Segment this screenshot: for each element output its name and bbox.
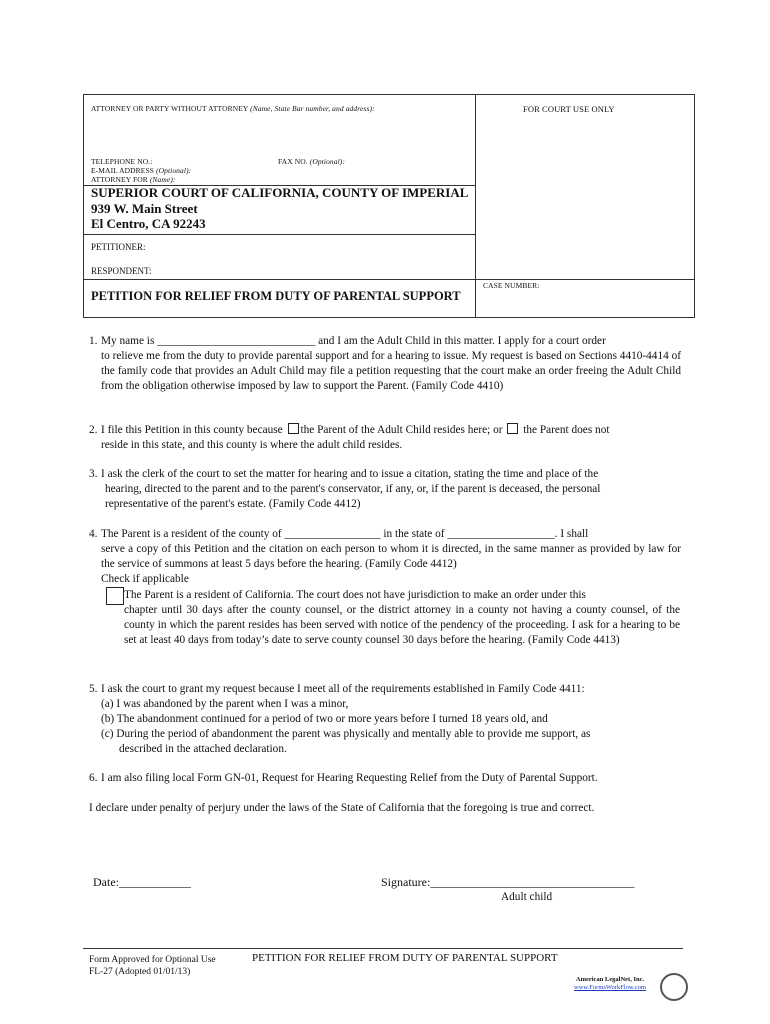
item-5-number: 5. bbox=[89, 683, 98, 695]
attorney-for-label: ATTORNEY FOR (Name): bbox=[91, 175, 176, 184]
vendor-logo: American LegalNet, Inc. www.FormsWorkFlow.com bbox=[560, 972, 688, 1002]
case-number-label: CASE NUMBER: bbox=[483, 281, 540, 290]
footer-form-number: FL-27 (Adopted 01/01/13) bbox=[89, 967, 191, 977]
fax-label: FAX NO. (Optional): bbox=[278, 157, 345, 166]
footer-rule bbox=[83, 948, 683, 949]
respondent-label: RESPONDENT: bbox=[91, 266, 152, 276]
caption-rule bbox=[83, 279, 694, 280]
court-use-label: FOR COURT USE ONLY bbox=[523, 104, 615, 114]
caption-divider bbox=[475, 94, 476, 317]
attorney-label: ATTORNEY OR PARTY WITHOUT ATTORNEY (Name, State Bar number, and address): bbox=[91, 104, 375, 113]
petitioner-label: PETITIONER: bbox=[91, 242, 146, 252]
adult-child-label: Adult child bbox=[501, 891, 553, 903]
footer-approved: Form Approved for Optional Use bbox=[89, 955, 216, 965]
item-6-number: 6. bbox=[89, 772, 98, 784]
resides-here-checkbox[interactable] bbox=[288, 423, 299, 434]
vendor-link[interactable]: www.FormsWorkFlow.com bbox=[574, 984, 646, 991]
footer-title: PETITION FOR RELIEF FROM DUTY OF PARENTAL SUPPORT bbox=[252, 952, 558, 964]
court-name: SUPERIOR COURT OF CALIFORNIA, COUNTY OF IMPERIAL 939 W. Main Street El Centro, CA 92243 bbox=[91, 185, 469, 231]
item-5-text: I ask the court to grant my request because I meet all of the requirements established in Family Code 4411: (a) I was abandoned by the parent when I was a minor, (b) The abandonment continued for a period of two or more years before I turned 18 years old, and (c) During the period of abandonment the parent was physically and mentally able to provide me support, as described in the attached declaration. bbox=[101, 683, 591, 755]
form-title: PETITION FOR RELIEF FROM DUTY OF PARENTAL SUPPORT bbox=[91, 289, 461, 303]
item-4-text: The Parent is a resident of the county of _________________ in the state of ___________________. I shall serve a copy of this Petition and the citation on each person to whom it is directed, in the same manner as provided by law for the service of summons at least 5 days before the hearing. (Family Code 4412) Check if applicable bbox=[101, 528, 681, 585]
item-1-text: My name is ____________________________ and I am the Adult Child in this matter. I apply for a court order to relieve me from the duty to provide parental support and for a hearing to issue. My request is based on Sections 4410-4414 of the family code that provides an Adult Child may file a petition requesting that the court make an order freeing the Adult Child from the obligation otherwise imposed by law to support the Parent. (Family Code 4410) bbox=[101, 335, 681, 392]
item-1-number: 1. bbox=[89, 335, 98, 347]
date-line[interactable]: Date:____________ bbox=[93, 875, 191, 889]
item-2-text: I file this Petition in this county because the Parent of the Adult Child resides here; or the Parent does not reside in this state, and this county is where the adult child resides. bbox=[101, 424, 610, 451]
telephone-label: TELEPHONE NO.: bbox=[91, 157, 153, 166]
item-3-text: I ask the clerk of the court to set the matter for hearing and to issue a citation, stating the time and place of the hearing, directed to the parent and to the parent's conservator, if any, or, if the parent is deceased, the personal representative of the parent's estate. (Family Code 4412) bbox=[101, 468, 601, 510]
not-in-state-checkbox[interactable] bbox=[507, 423, 518, 434]
item-4-sub-text: The Parent is a resident of California. The court does not have jurisdiction to make an order under this chapter until 30 days after the county counsel, or the district attorney in a county not having a county counsel, of the county in which the parent resides has been served with notice of the pendency of the proceeding. I ask for a hearing to be set at least 40 days from today’s date to serve county counsel 30 days before the hearing. (Family Code 4413) bbox=[124, 589, 680, 646]
signature-line[interactable]: Signature:__________________________________ bbox=[381, 875, 635, 889]
item-4-number: 4. bbox=[89, 528, 98, 540]
declaration-text: I declare under penalty of perjury under the laws of the State of California that the foregoing is true and correct. bbox=[89, 802, 595, 814]
california-resident-checkbox[interactable] bbox=[106, 587, 124, 605]
item-2-number: 2. bbox=[89, 424, 98, 436]
email-label: E-MAIL ADDRESS (Optional): bbox=[91, 166, 192, 175]
globe-icon bbox=[660, 973, 688, 1001]
item-3-number: 3. bbox=[89, 468, 98, 480]
item-6-text: I am also filing local Form GN-01, Request for Hearing Requesting Relief from the Duty of Parental Support. bbox=[101, 772, 598, 784]
caption-rule bbox=[83, 234, 476, 235]
